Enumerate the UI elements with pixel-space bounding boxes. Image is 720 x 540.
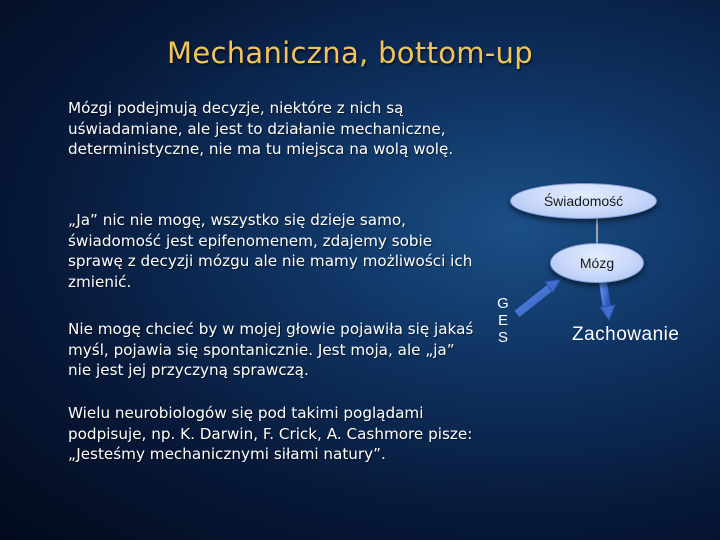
- paragraph-2: „Ja” nic nie mogę, wszystko się dzieje samo, świadomość jest epifenomenem, zdajemy sobie sprawę z decyzji mózgu ale nie mamy możliwości ich zmienić.: [68, 211, 473, 291]
- ges-letter-s: S: [497, 329, 508, 346]
- arrow-brain-to-behavior: [600, 282, 615, 320]
- behavior-label: Zachowanie: [572, 324, 680, 345]
- awareness-label: Świadomość: [543, 193, 624, 209]
- paragraph-4: Wielu neurobiologów się pod takimi poglądami podpisuje, np. K. Darwin, F. Crick, A. Cashmore pisze: „Jesteśmy mechanicznymi siłami natury”.: [68, 404, 473, 463]
- slide-title: Mechaniczna, bottom-up: [167, 36, 533, 70]
- paragraph-1: Mózgi podejmują decyzje, niektóre z nich są uświadamiane, ale jest to działanie mechaniczne, deterministyczne, nie ma tu miejsca na wolą wolę.: [68, 99, 454, 158]
- brain-node: [550, 243, 644, 283]
- brain-label: Mózg: [579, 255, 615, 271]
- ges-letter-e: E: [497, 312, 508, 329]
- ges-label: [494, 295, 512, 346]
- ges-letter-g: G: [497, 295, 509, 312]
- arrow-ges-to-brain: [517, 279, 561, 314]
- awareness-node: [510, 183, 657, 219]
- paragraph-3: Nie mogę chcieć by w mojej głowie pojawiła się jakaś myśl, pojawia się spontanicznie. Jest moja, ale „ja” nie jest jej przyczyną sprawczą.: [68, 320, 474, 379]
